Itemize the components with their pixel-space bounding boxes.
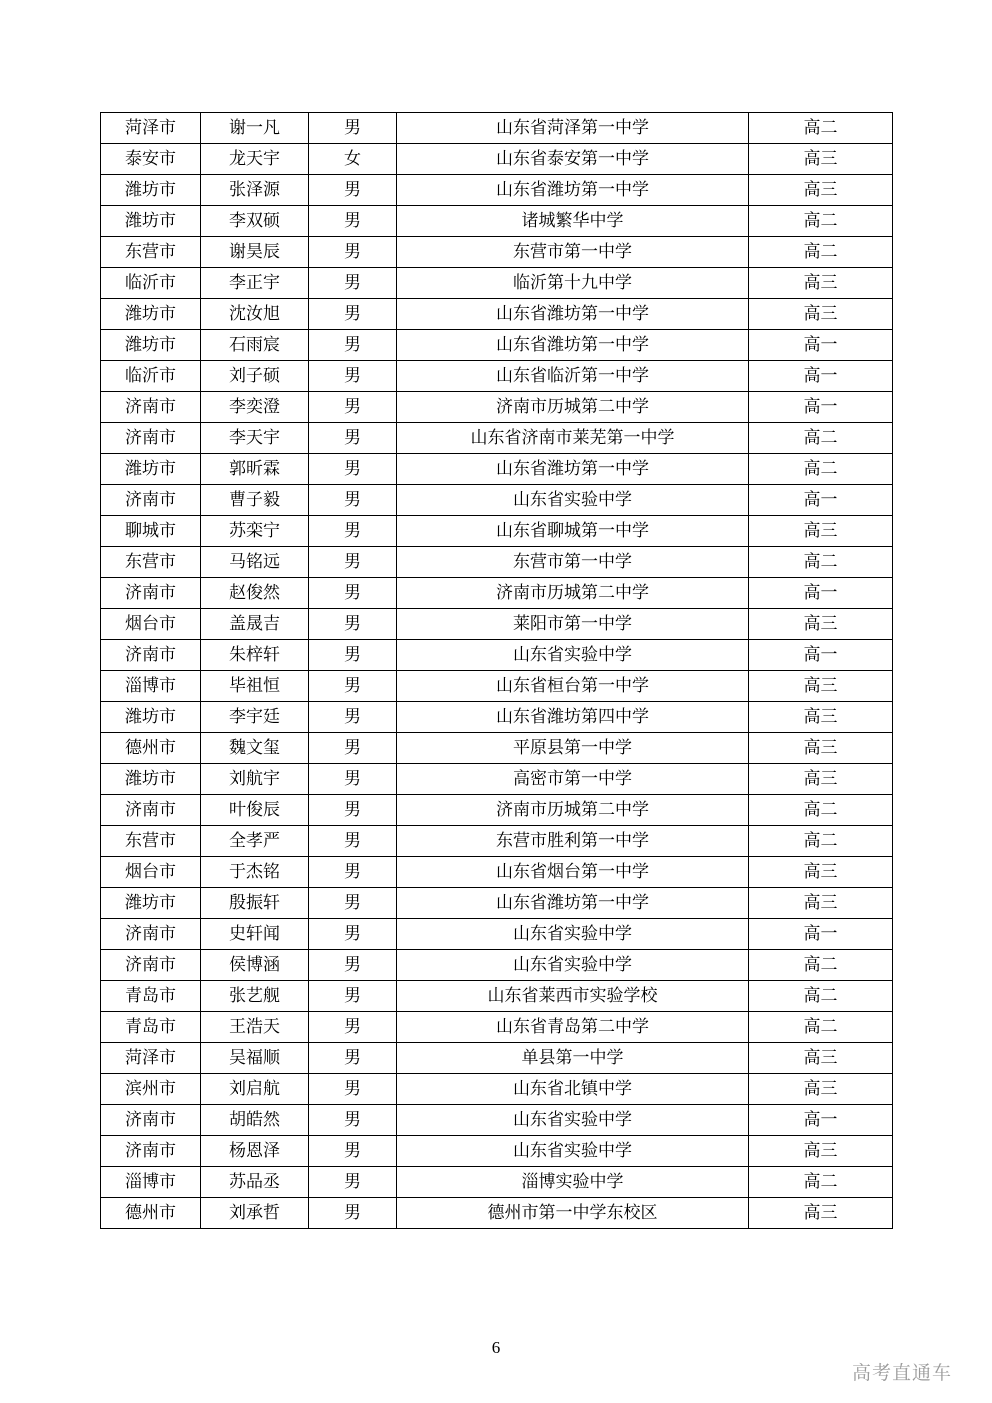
cell-gender: 男 xyxy=(309,237,397,268)
cell-grade: 高一 xyxy=(749,485,893,516)
cell-school: 德州市第一中学东校区 xyxy=(397,1198,749,1229)
cell-school: 济南市历城第二中学 xyxy=(397,392,749,423)
cell-school: 山东省潍坊第一中学 xyxy=(397,330,749,361)
table-row xyxy=(101,1105,893,1136)
cell-city: 潍坊市 xyxy=(101,175,201,206)
cell-school: 济南市历城第二中学 xyxy=(397,795,749,826)
table-row xyxy=(101,1136,893,1167)
cell-city: 滨州市 xyxy=(101,1074,201,1105)
cell-grade: 高二 xyxy=(749,826,893,857)
cell-city: 烟台市 xyxy=(101,609,201,640)
cell-grade: 高二 xyxy=(749,795,893,826)
cell-grade: 高一 xyxy=(749,1105,893,1136)
cell-school: 山东省临沂第一中学 xyxy=(397,361,749,392)
cell-name: 谢昊辰 xyxy=(201,237,309,268)
cell-gender: 男 xyxy=(309,888,397,919)
cell-gender: 男 xyxy=(309,175,397,206)
cell-name: 盖晟吉 xyxy=(201,609,309,640)
cell-grade: 高三 xyxy=(749,1043,893,1074)
page-number: 6 xyxy=(491,1338,501,1357)
cell-name: 朱梓轩 xyxy=(201,640,309,671)
cell-city: 济南市 xyxy=(101,1136,201,1167)
table-row xyxy=(101,1167,893,1198)
cell-gender: 男 xyxy=(309,1012,397,1043)
cell-name: 杨恩泽 xyxy=(201,1136,309,1167)
cell-gender: 男 xyxy=(309,1198,397,1229)
table-row xyxy=(101,1043,893,1074)
cell-name: 刘承哲 xyxy=(201,1198,309,1229)
cell-grade: 高三 xyxy=(749,299,893,330)
cell-gender: 男 xyxy=(309,1136,397,1167)
cell-city: 青岛市 xyxy=(101,981,201,1012)
cell-name: 于杰铭 xyxy=(201,857,309,888)
cell-gender: 男 xyxy=(309,950,397,981)
table-row xyxy=(101,547,893,578)
cell-grade: 高三 xyxy=(749,144,893,175)
cell-school: 淄博实验中学 xyxy=(397,1167,749,1198)
cell-gender: 男 xyxy=(309,330,397,361)
cell-grade: 高二 xyxy=(749,950,893,981)
cell-school: 山东省实验中学 xyxy=(397,485,749,516)
cell-name: 李正宇 xyxy=(201,268,309,299)
table-row xyxy=(101,485,893,516)
cell-name: 石雨宸 xyxy=(201,330,309,361)
table-row xyxy=(101,1198,893,1229)
cell-city: 济南市 xyxy=(101,919,201,950)
roster-table-body xyxy=(101,113,893,1229)
table-row xyxy=(101,795,893,826)
cell-city: 菏泽市 xyxy=(101,113,201,144)
cell-grade: 高三 xyxy=(749,733,893,764)
cell-school: 山东省潍坊第一中学 xyxy=(397,454,749,485)
cell-name: 吴福顺 xyxy=(201,1043,309,1074)
table-row xyxy=(101,733,893,764)
table-row xyxy=(101,609,893,640)
cell-name: 马铭远 xyxy=(201,547,309,578)
cell-city: 聊城市 xyxy=(101,516,201,547)
cell-gender: 男 xyxy=(309,454,397,485)
cell-school: 山东省菏泽第一中学 xyxy=(397,113,749,144)
cell-grade: 高二 xyxy=(749,1012,893,1043)
cell-gender: 男 xyxy=(309,795,397,826)
cell-school: 山东省潍坊第一中学 xyxy=(397,888,749,919)
cell-city: 潍坊市 xyxy=(101,206,201,237)
cell-city: 菏泽市 xyxy=(101,1043,201,1074)
cell-gender: 男 xyxy=(309,547,397,578)
cell-name: 刘子硕 xyxy=(201,361,309,392)
cell-gender: 男 xyxy=(309,578,397,609)
cell-grade: 高三 xyxy=(749,702,893,733)
cell-name: 龙天宇 xyxy=(201,144,309,175)
cell-school: 山东省潍坊第一中学 xyxy=(397,175,749,206)
cell-name: 苏栾宁 xyxy=(201,516,309,547)
cell-name: 刘航宇 xyxy=(201,764,309,795)
cell-gender: 男 xyxy=(309,1167,397,1198)
cell-name: 殷振轩 xyxy=(201,888,309,919)
cell-grade: 高三 xyxy=(749,764,893,795)
cell-city: 东营市 xyxy=(101,826,201,857)
cell-grade: 高三 xyxy=(749,175,893,206)
cell-name: 苏品丞 xyxy=(201,1167,309,1198)
table-row xyxy=(101,857,893,888)
table-row xyxy=(101,950,893,981)
table-row xyxy=(101,330,893,361)
cell-grade: 高三 xyxy=(749,857,893,888)
cell-gender: 男 xyxy=(309,299,397,330)
cell-school: 山东省实验中学 xyxy=(397,1136,749,1167)
cell-grade: 高三 xyxy=(749,1198,893,1229)
watermark-label: 高考直通车 xyxy=(851,1363,952,1384)
cell-grade: 高二 xyxy=(749,423,893,454)
cell-gender: 女 xyxy=(309,144,397,175)
cell-school: 东营市第一中学 xyxy=(397,237,749,268)
table-row xyxy=(101,640,893,671)
cell-name: 李宇廷 xyxy=(201,702,309,733)
cell-grade: 高二 xyxy=(749,981,893,1012)
cell-grade: 高一 xyxy=(749,919,893,950)
cell-name: 谢一凡 xyxy=(201,113,309,144)
cell-gender: 男 xyxy=(309,361,397,392)
cell-name: 全孝严 xyxy=(201,826,309,857)
cell-school: 山东省实验中学 xyxy=(397,950,749,981)
cell-name: 王浩天 xyxy=(201,1012,309,1043)
cell-grade: 高二 xyxy=(749,206,893,237)
cell-city: 济南市 xyxy=(101,392,201,423)
cell-school: 山东省莱西市实验学校 xyxy=(397,981,749,1012)
cell-city: 东营市 xyxy=(101,237,201,268)
cell-gender: 男 xyxy=(309,485,397,516)
cell-gender: 男 xyxy=(309,392,397,423)
cell-school: 莱阳市第一中学 xyxy=(397,609,749,640)
cell-gender: 男 xyxy=(309,764,397,795)
cell-grade: 高三 xyxy=(749,1136,893,1167)
cell-gender: 男 xyxy=(309,268,397,299)
cell-school: 山东省青岛第二中学 xyxy=(397,1012,749,1043)
cell-gender: 男 xyxy=(309,919,397,950)
table-row xyxy=(101,671,893,702)
cell-school: 山东省烟台第一中学 xyxy=(397,857,749,888)
cell-gender: 男 xyxy=(309,826,397,857)
cell-city: 潍坊市 xyxy=(101,330,201,361)
cell-gender: 男 xyxy=(309,1043,397,1074)
cell-gender: 男 xyxy=(309,671,397,702)
table-row xyxy=(101,392,893,423)
table-row xyxy=(101,981,893,1012)
table-row xyxy=(101,919,893,950)
table-row xyxy=(101,1074,893,1105)
table-row xyxy=(101,175,893,206)
cell-school: 单县第一中学 xyxy=(397,1043,749,1074)
cell-grade: 高三 xyxy=(749,1074,893,1105)
cell-grade: 高二 xyxy=(749,113,893,144)
cell-name: 张艺舰 xyxy=(201,981,309,1012)
cell-city: 济南市 xyxy=(101,423,201,454)
cell-school: 济南市历城第二中学 xyxy=(397,578,749,609)
cell-school: 诸城繁华中学 xyxy=(397,206,749,237)
table-row xyxy=(101,454,893,485)
cell-school: 临沂第十九中学 xyxy=(397,268,749,299)
cell-gender: 男 xyxy=(309,640,397,671)
cell-grade: 高三 xyxy=(749,268,893,299)
table-row xyxy=(101,361,893,392)
cell-school: 东营市第一中学 xyxy=(397,547,749,578)
table-row xyxy=(101,578,893,609)
cell-school: 平原县第一中学 xyxy=(397,733,749,764)
cell-city: 潍坊市 xyxy=(101,454,201,485)
cell-city: 青岛市 xyxy=(101,1012,201,1043)
cell-grade: 高三 xyxy=(749,888,893,919)
cell-city: 潍坊市 xyxy=(101,764,201,795)
cell-city: 济南市 xyxy=(101,485,201,516)
cell-school: 高密市第一中学 xyxy=(397,764,749,795)
cell-city: 德州市 xyxy=(101,733,201,764)
cell-school: 山东省北镇中学 xyxy=(397,1074,749,1105)
cell-city: 济南市 xyxy=(101,795,201,826)
table-row xyxy=(101,299,893,330)
cell-name: 李天宇 xyxy=(201,423,309,454)
cell-city: 烟台市 xyxy=(101,857,201,888)
table-row xyxy=(101,113,893,144)
cell-city: 临沂市 xyxy=(101,268,201,299)
cell-grade: 高一 xyxy=(749,640,893,671)
cell-gender: 男 xyxy=(309,609,397,640)
cell-school: 山东省桓台第一中学 xyxy=(397,671,749,702)
cell-school: 山东省泰安第一中学 xyxy=(397,144,749,175)
cell-city: 济南市 xyxy=(101,640,201,671)
table-row xyxy=(101,268,893,299)
cell-name: 沈汝旭 xyxy=(201,299,309,330)
cell-school: 山东省实验中学 xyxy=(397,640,749,671)
cell-city: 济南市 xyxy=(101,1105,201,1136)
cell-gender: 男 xyxy=(309,733,397,764)
cell-gender: 男 xyxy=(309,516,397,547)
cell-grade: 高一 xyxy=(749,578,893,609)
cell-school: 山东省实验中学 xyxy=(397,1105,749,1136)
cell-name: 魏文玺 xyxy=(201,733,309,764)
cell-name: 张泽源 xyxy=(201,175,309,206)
cell-city: 济南市 xyxy=(101,578,201,609)
roster-table-container xyxy=(100,112,892,1229)
cell-grade: 高一 xyxy=(749,330,893,361)
cell-school: 东营市胜利第一中学 xyxy=(397,826,749,857)
cell-gender: 男 xyxy=(309,1105,397,1136)
cell-name: 曹子毅 xyxy=(201,485,309,516)
cell-city: 济南市 xyxy=(101,950,201,981)
cell-name: 叶俊辰 xyxy=(201,795,309,826)
cell-gender: 男 xyxy=(309,423,397,454)
table-row xyxy=(101,206,893,237)
cell-gender: 男 xyxy=(309,702,397,733)
table-row xyxy=(101,144,893,175)
cell-grade: 高三 xyxy=(749,671,893,702)
cell-grade: 高二 xyxy=(749,237,893,268)
cell-city: 潍坊市 xyxy=(101,702,201,733)
cell-grade: 高三 xyxy=(749,516,893,547)
table-row xyxy=(101,516,893,547)
cell-grade: 高二 xyxy=(749,454,893,485)
cell-name: 李双硕 xyxy=(201,206,309,237)
cell-name: 赵俊然 xyxy=(201,578,309,609)
cell-school: 山东省聊城第一中学 xyxy=(397,516,749,547)
cell-name: 郭昕霖 xyxy=(201,454,309,485)
cell-city: 潍坊市 xyxy=(101,299,201,330)
cell-grade: 高二 xyxy=(749,547,893,578)
cell-gender: 男 xyxy=(309,113,397,144)
table-row xyxy=(101,1012,893,1043)
cell-name: 毕祖恒 xyxy=(201,671,309,702)
cell-name: 李奕澄 xyxy=(201,392,309,423)
table-row xyxy=(101,423,893,454)
cell-name: 刘启航 xyxy=(201,1074,309,1105)
cell-city: 泰安市 xyxy=(101,144,201,175)
cell-grade: 高三 xyxy=(749,609,893,640)
cell-grade: 高二 xyxy=(749,1167,893,1198)
cell-name: 胡皓然 xyxy=(201,1105,309,1136)
cell-grade: 高一 xyxy=(749,361,893,392)
cell-city: 淄博市 xyxy=(101,1167,201,1198)
cell-name: 侯博涵 xyxy=(201,950,309,981)
roster-table xyxy=(100,112,893,1229)
table-row xyxy=(101,888,893,919)
cell-name: 史轩闻 xyxy=(201,919,309,950)
cell-city: 淄博市 xyxy=(101,671,201,702)
cell-school: 山东省济南市莱芜第一中学 xyxy=(397,423,749,454)
cell-gender: 男 xyxy=(309,1074,397,1105)
cell-school: 山东省实验中学 xyxy=(397,919,749,950)
cell-gender: 男 xyxy=(309,206,397,237)
table-row xyxy=(101,764,893,795)
cell-school: 山东省潍坊第一中学 xyxy=(397,299,749,330)
cell-gender: 男 xyxy=(309,857,397,888)
cell-school: 山东省潍坊第四中学 xyxy=(397,702,749,733)
table-row xyxy=(101,826,893,857)
cell-gender: 男 xyxy=(309,981,397,1012)
table-row xyxy=(101,237,893,268)
cell-city: 德州市 xyxy=(101,1198,201,1229)
cell-city: 潍坊市 xyxy=(101,888,201,919)
cell-city: 东营市 xyxy=(101,547,201,578)
table-row xyxy=(101,702,893,733)
cell-grade: 高一 xyxy=(749,392,893,423)
cell-city: 临沂市 xyxy=(101,361,201,392)
